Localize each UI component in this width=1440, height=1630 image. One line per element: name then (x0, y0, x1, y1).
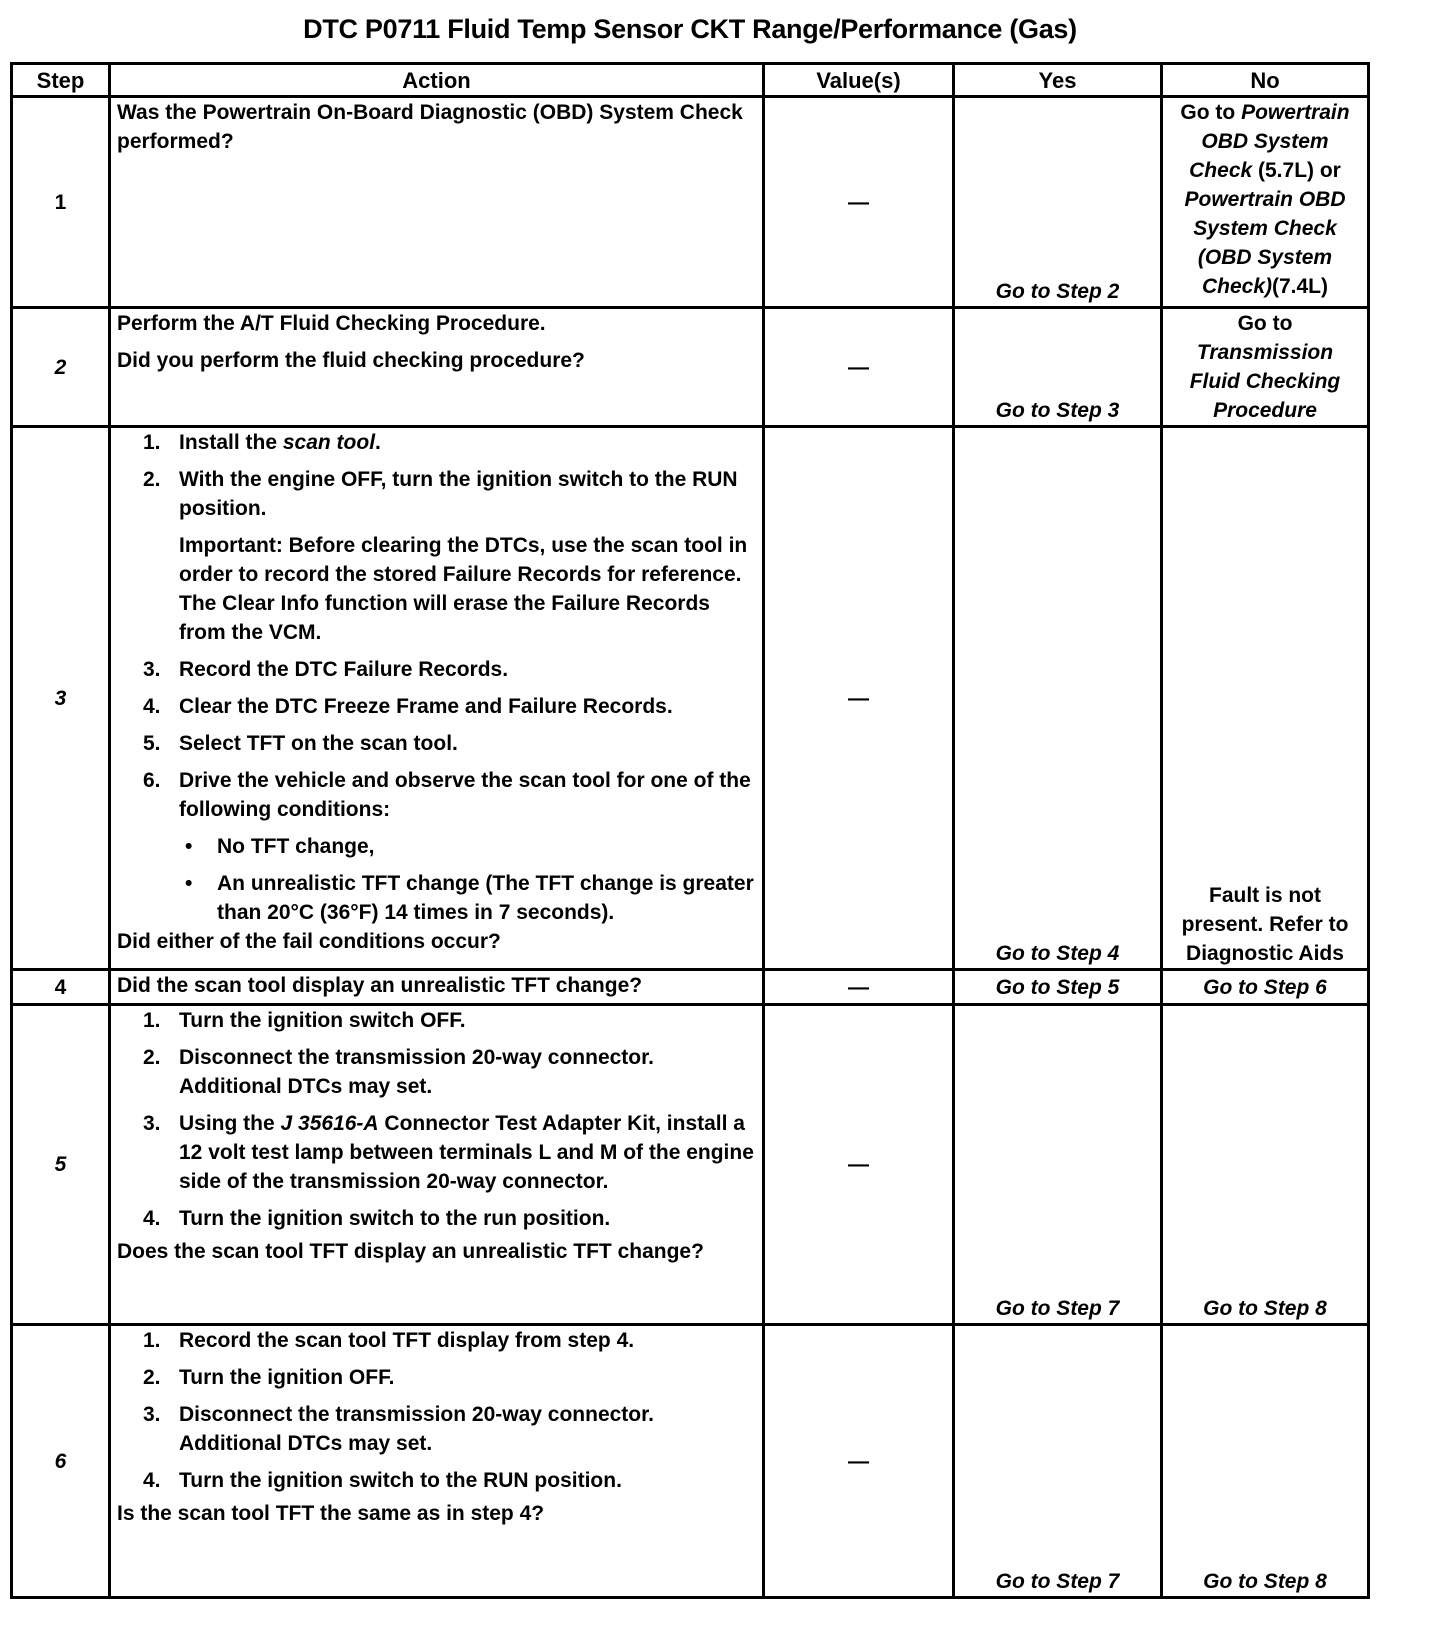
column-header-step: Step (12, 64, 110, 97)
table-row (12, 1005, 1369, 1325)
substep (143, 1326, 756, 1355)
substep (143, 1466, 756, 1495)
condition-list (117, 832, 756, 927)
substep (143, 428, 756, 457)
action-cell (110, 1005, 764, 1325)
no-cell[interactable]: Go to Step 6 (1162, 970, 1369, 1005)
substep-number: 1. (143, 1329, 161, 1352)
yes-cell[interactable]: Go to Step 7 (954, 1005, 1162, 1325)
action-cell (110, 308, 764, 427)
important-note: Important: Before clearing the DTCs, use the scan tool in order to record the stored Failure Records for reference. The Clear Info function will erase the Failure Records from the VCM. (179, 534, 748, 644)
no-middle: (5.7L) or (1252, 159, 1341, 182)
substep-list (117, 428, 756, 523)
no-link-fluid-checking-procedure[interactable]: Transmission Fluid Checking Procedure (1189, 341, 1341, 422)
action-cell (110, 970, 764, 1005)
no-cell[interactable]: Go to Step 8 (1162, 1325, 1369, 1598)
no-cell (1162, 308, 1369, 427)
substep-text: Install the scan tool. (179, 431, 381, 454)
column-header-value: Value(s) (764, 64, 954, 97)
page-title: DTC P0711 Fluid Temp Sensor CKT Range/Performance (Gas) (303, 14, 1077, 44)
action-question: Did the scan tool display an unrealistic TFT change? (117, 974, 643, 997)
substep-number: 1. (143, 1009, 161, 1032)
condition-text: An unrealistic TFT change (The TFT change is greater than 20°C (36°F) 14 times in 7 seconds). (217, 872, 754, 924)
no-suffix: (7.4L) (1272, 275, 1329, 298)
yes-cell[interactable]: Go to Step 5 (954, 970, 1162, 1005)
substep-text: Disconnect the transmission 20-way connector. Additional DTCs may set. (179, 1046, 654, 1098)
substep-list (117, 1326, 756, 1495)
substep-text: Using the J 35616-A Connector Test Adapter Kit, install a 12 volt test lamp between terminals L and M of the engine side of the transmission 20-way connector. (179, 1112, 754, 1193)
substep-number: 2. (143, 468, 161, 491)
table-row (12, 97, 1369, 308)
substep (143, 1204, 756, 1233)
step-number: 4 (12, 970, 110, 1005)
column-header-no: No (1162, 64, 1369, 97)
bullet-icon: • (185, 835, 193, 858)
substep-text: Turn the ignition switch OFF. (179, 1009, 466, 1032)
no-cell (1162, 97, 1369, 308)
substep-number: 4. (143, 1207, 161, 1230)
condition-text: No TFT change, (217, 835, 375, 858)
substep-text: Turn the ignition OFF. (179, 1366, 395, 1389)
substep-text: Record the DTC Failure Records. (179, 658, 509, 681)
action-question: Was the Powertrain On-Board Diagnostic (OBD) System Check performed? (117, 101, 743, 153)
substep (143, 1363, 756, 1392)
action-cell (110, 427, 764, 970)
step-number: 2 (12, 308, 110, 427)
column-header-yes: Yes (954, 64, 1162, 97)
substep (143, 655, 756, 684)
substep-text: Drive the vehicle and observe the scan tool for one of the following conditions: (179, 769, 751, 821)
substep-number: 2. (143, 1046, 161, 1069)
action-cell (110, 97, 764, 308)
substep-number: 6. (143, 769, 161, 792)
no-link-powertrain-obd-check[interactable]: Powertrain OBD System Check (1189, 101, 1350, 182)
substep-text: Disconnect the transmission 20-way connector. Additional DTCs may set. (179, 1403, 654, 1455)
substep-list (117, 655, 756, 824)
substep-number: 4. (143, 695, 161, 718)
condition-item (179, 832, 756, 861)
yes-cell[interactable]: Go to Step 4 (954, 427, 1162, 970)
step-number: 6 (12, 1325, 110, 1598)
table-row (12, 970, 1369, 1005)
substep-number: 3. (143, 658, 161, 681)
substep (143, 766, 756, 824)
substep-number: 3. (143, 1403, 161, 1426)
substep (143, 1400, 756, 1458)
step-number: 5 (12, 1005, 110, 1325)
step-number: 1 (12, 97, 110, 308)
no-link-powertrain-obd-check-obd[interactable]: Powertrain OBD System Check (OBD System Check) (1184, 188, 1346, 298)
substep-number: 3. (143, 1112, 161, 1135)
value-cell: — (764, 97, 954, 308)
substep (143, 692, 756, 721)
action-question: Is the scan tool TFT the same as in step 4? (117, 1502, 545, 1525)
yes-cell[interactable]: Go to Step 7 (954, 1325, 1162, 1598)
bullet-icon: • (185, 872, 193, 895)
table-row (12, 1325, 1369, 1598)
column-header-action: Action (110, 64, 764, 97)
substep (143, 1043, 756, 1101)
value-cell: — (764, 308, 954, 427)
table-header-row (12, 64, 1369, 97)
no-cell[interactable]: Go to Step 8 (1162, 1005, 1369, 1325)
substep (143, 1006, 756, 1035)
scan-tool-link[interactable]: scan tool (282, 431, 376, 454)
action-question: Does the scan tool TFT display an unrealistic TFT change? (117, 1240, 704, 1263)
yes-cell[interactable]: Go to Step 2 (954, 97, 1162, 308)
substep-number: 1. (143, 431, 161, 454)
value-cell: — (764, 427, 954, 970)
substep (143, 465, 756, 523)
tool-link-j35616a[interactable]: J 35616-A (280, 1112, 379, 1135)
action-intro: Perform the A/T Fluid Checking Procedure. (117, 312, 546, 335)
substep (143, 1109, 756, 1196)
substep-text: With the engine OFF, turn the ignition switch to the RUN position. (179, 468, 738, 520)
value-cell: — (764, 1325, 954, 1598)
table-row (12, 308, 1369, 427)
substep-text: Select TFT on the scan tool. (179, 732, 458, 755)
substep-number: 4. (143, 1469, 161, 1492)
substep-text: Turn the ignition switch to the run position. (179, 1207, 611, 1230)
diagnostic-table (10, 62, 1370, 1599)
value-cell: — (764, 1005, 954, 1325)
no-cell[interactable]: Fault is not present. Refer to Diagnostic Aids (1162, 427, 1369, 970)
action-question: Did either of the fail conditions occur? (117, 930, 501, 953)
substep-text: Turn the ignition switch to the RUN position. (179, 1469, 622, 1492)
action-question: Did you perform the fluid checking procedure? (117, 349, 585, 372)
substep-list (117, 1006, 756, 1233)
table-row (12, 427, 1369, 970)
yes-cell[interactable]: Go to Step 3 (954, 308, 1162, 427)
substep-text: Clear the DTC Freeze Frame and Failure Records. (179, 695, 673, 718)
substep (143, 729, 756, 758)
condition-item (179, 869, 756, 927)
substep-number: 2. (143, 1366, 161, 1389)
no-prefix: Go to (1180, 101, 1242, 124)
step-number: 3 (12, 427, 110, 970)
substep-number: 5. (143, 732, 161, 755)
value-cell: — (764, 970, 954, 1005)
substep-text: Record the scan tool TFT display from step 4. (179, 1329, 635, 1352)
no-prefix: Go to (1237, 312, 1293, 335)
action-cell (110, 1325, 764, 1598)
